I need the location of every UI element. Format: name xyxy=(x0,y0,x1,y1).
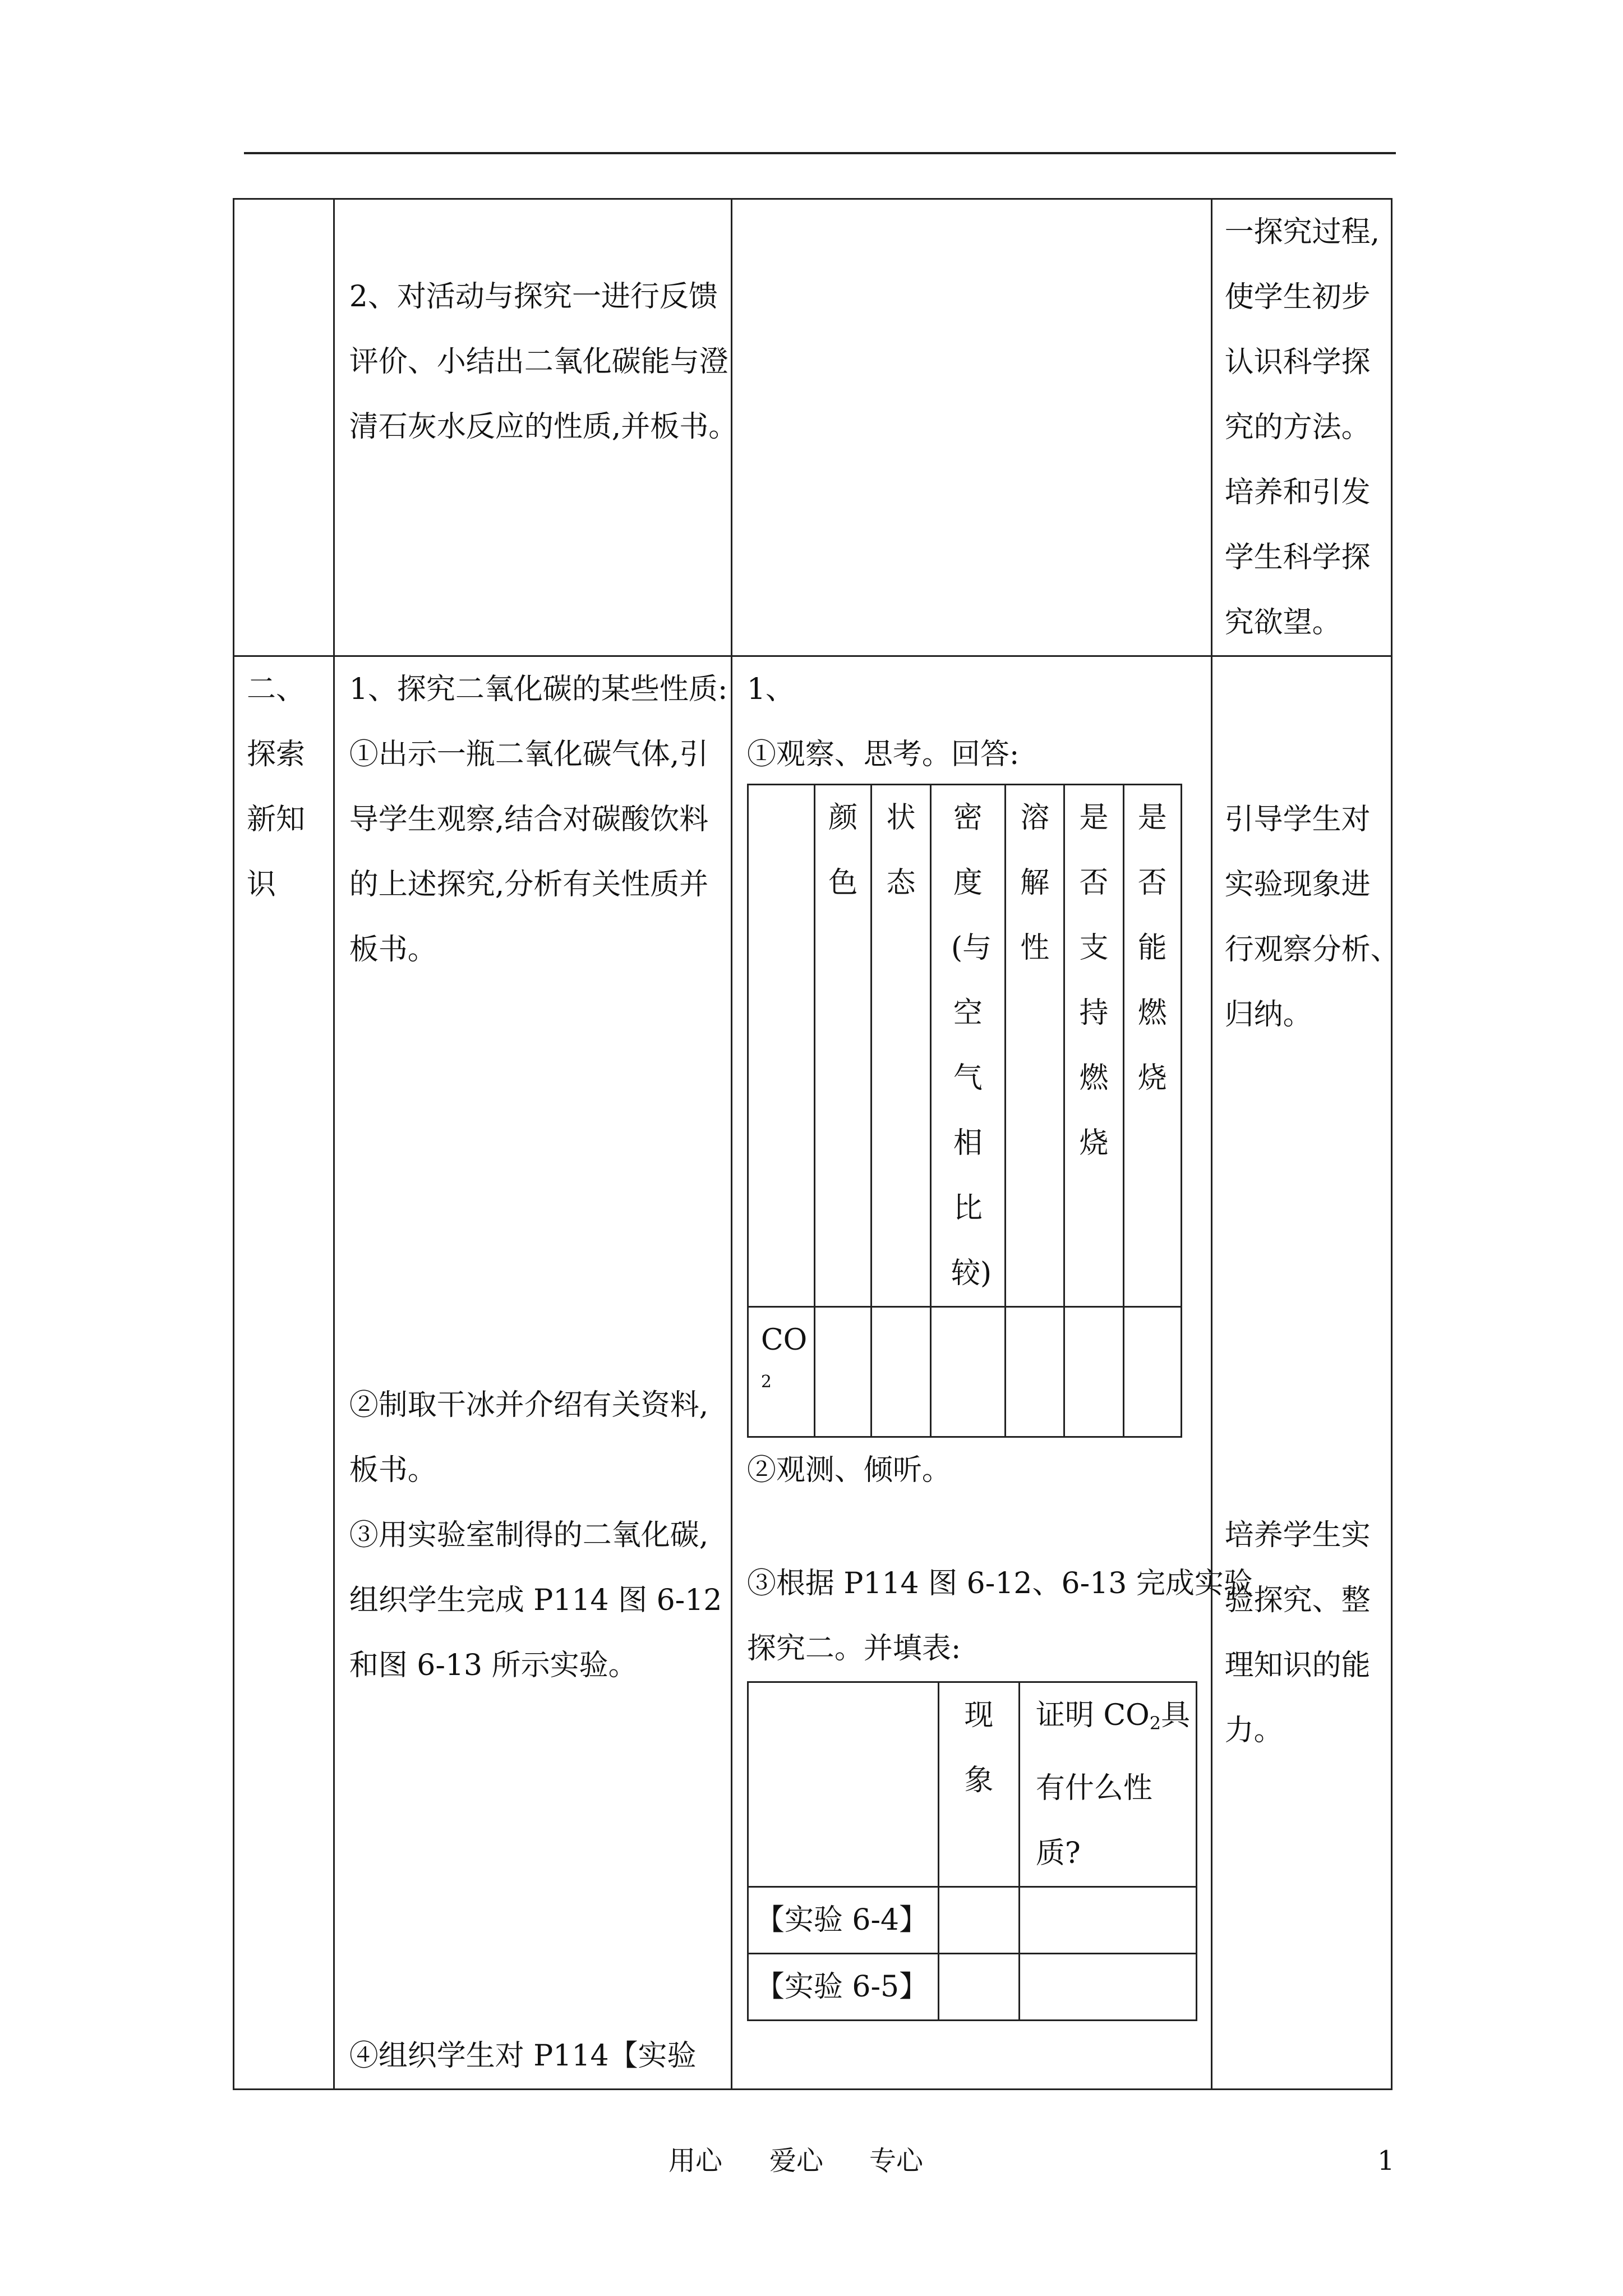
table-header-cell: 颜色 xyxy=(815,785,872,1307)
table-row-label: 【实验 6-4】 xyxy=(748,1887,938,1954)
table-header-cell: 密度(与空气相比较) xyxy=(930,785,1006,1307)
lesson-plan-table xyxy=(233,198,1400,2090)
text-line: 理知识的能 xyxy=(1224,1649,1371,1682)
text-line: 和图 6-13 所示实验。 xyxy=(349,1649,638,1682)
text-line: 1、 xyxy=(746,673,795,706)
text-line: 探究二。并填表: xyxy=(746,1632,961,1665)
text-line: 2、对活动与探究一进行反馈 xyxy=(349,280,718,314)
table-row-label: CO 2 xyxy=(748,1307,814,1437)
design-intent-cell xyxy=(1211,656,1400,2090)
table-cell xyxy=(938,1954,1019,2021)
text-line: ③用实验室制得的二氧化碳, xyxy=(349,1519,709,1552)
text-line: 培养和引发 xyxy=(1224,476,1371,509)
table-cell xyxy=(1006,1307,1064,1437)
text-line: 实验现象进 xyxy=(1224,868,1371,901)
table-row xyxy=(234,656,1392,2090)
text-line: ②制取干冰并介绍有关资料, xyxy=(349,1388,709,1422)
stage-label: 识 xyxy=(247,868,276,901)
table-cell xyxy=(1064,1307,1123,1437)
text-line: ④组织学生对 P114【实验 xyxy=(349,2039,697,2073)
text-line: ①观察、思考。回答: xyxy=(746,738,1020,771)
table-row xyxy=(748,1682,1196,1887)
stage-cell xyxy=(234,656,334,2090)
text-line: 培养学生实 xyxy=(1224,1519,1371,1552)
footer-text: 用心 xyxy=(668,2145,723,2177)
text-line: 板书。 xyxy=(349,1453,437,1487)
table-cell xyxy=(1123,1307,1181,1437)
footer-text: 专心 xyxy=(869,2145,924,2177)
text-line: 力。 xyxy=(1224,1714,1283,1747)
stage-cell xyxy=(234,199,334,656)
page-number: 1 xyxy=(1377,2145,1395,2177)
text-line: 一探究过程, xyxy=(1224,215,1380,249)
stage-label: 新知 xyxy=(247,803,306,836)
text-line: 行观察分析、 xyxy=(1224,933,1400,967)
table-header-cell: 现象 xyxy=(938,1682,1019,1887)
table-row xyxy=(748,785,1181,1307)
text-line: 引导学生对 xyxy=(1224,803,1371,836)
text-line: 清石灰水反应的性质,并板书。 xyxy=(349,410,738,444)
table-cell xyxy=(872,1307,930,1437)
text-line: 1、探究二氧化碳的某些性质: xyxy=(349,673,728,706)
teacher-activity-cell xyxy=(334,656,731,2090)
table-row xyxy=(748,1954,1196,2021)
footer-text: 爱心 xyxy=(769,2145,824,2177)
experiment-table xyxy=(747,1681,1197,2021)
table-cell xyxy=(938,1887,1019,1954)
table-cell xyxy=(1019,1887,1196,1954)
design-intent-cell xyxy=(1211,199,1391,656)
table-row xyxy=(234,199,1392,656)
table-row-label: 【实验 6-5】 xyxy=(748,1954,938,2021)
text-line: 板书。 xyxy=(349,933,437,967)
table-cell xyxy=(930,1307,1006,1437)
text-line: 究的方法。 xyxy=(1224,411,1371,444)
text-line: 学生科学探 xyxy=(1224,541,1371,574)
table-cell xyxy=(1019,1954,1196,2021)
text-line: 究欲望。 xyxy=(1224,606,1341,639)
text-line: 的上述探究,分析有关性质并 xyxy=(349,868,709,901)
table-header-cell xyxy=(748,785,814,1307)
teacher-activity-cell xyxy=(334,199,738,656)
properties-table xyxy=(747,784,1182,1438)
text-line: 认识科学探 xyxy=(1224,346,1371,379)
table-header-cell: 是否支持燃烧 xyxy=(1064,785,1123,1307)
student-activity-cell xyxy=(731,199,1211,656)
table-row xyxy=(748,1307,1181,1437)
table-header-cell xyxy=(748,1682,938,1887)
text-line: ③根据 P114 图 6-12、6-13 完成实验 xyxy=(746,1567,1253,1600)
text-line: 组织学生完成 P114 图 6-12 xyxy=(349,1584,722,1617)
text-line: 验探究、整 xyxy=(1224,1584,1371,1617)
table-header-cell: 溶解性 xyxy=(1006,785,1064,1307)
stage-label: 二、 xyxy=(247,673,306,706)
text-line: 归纳。 xyxy=(1224,998,1312,1032)
table-cell xyxy=(815,1307,872,1437)
text-line: ①出示一瓶二氧化碳气体,引 xyxy=(349,738,709,771)
text-line: 使学生初步 xyxy=(1224,280,1371,314)
stage-label: 探索 xyxy=(247,738,306,771)
student-activity-cell xyxy=(731,656,1253,2090)
table-header-cell: 证明 $CO_2$具 有什么性质? xyxy=(1019,1682,1196,1887)
table-row xyxy=(748,1887,1196,1954)
header-rule xyxy=(244,152,1396,154)
table-header-cell: 状态 xyxy=(872,785,930,1307)
text-line: 导学生观察,结合对碳酸饮料 xyxy=(349,803,709,836)
table-header-cell: 是否能燃烧 xyxy=(1123,785,1181,1307)
text-line: 评价、小结出二氧化碳能与澄 xyxy=(349,345,728,379)
text-line: ②观测、倾听。 xyxy=(746,1453,951,1487)
